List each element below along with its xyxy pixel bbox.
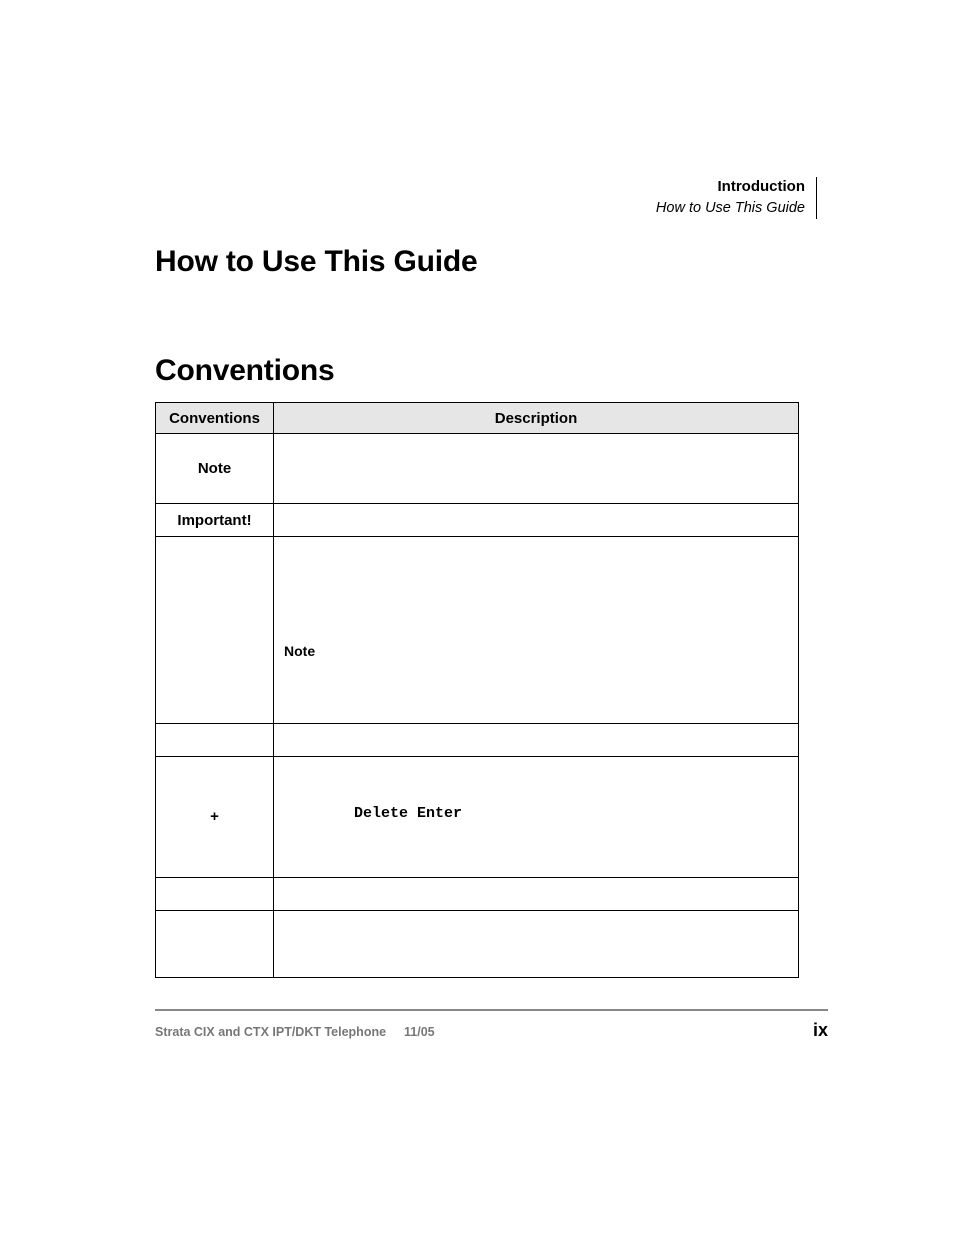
running-head <box>505 177 817 219</box>
table-row <box>156 911 799 978</box>
footer-date: 11/05 <box>404 1025 435 1039</box>
convention-cell: Note <box>156 434 274 504</box>
convention-cell <box>156 878 274 911</box>
footer-book-info <box>155 1025 435 1039</box>
page-title: How to Use This Guide <box>155 245 478 278</box>
header-conventions: Conventions <box>156 403 274 434</box>
footer-book-title: Strata CIX and CTX IPT/DKT Telephone <box>155 1025 387 1039</box>
convention-cell: Important! <box>156 504 274 537</box>
table-row <box>156 434 799 504</box>
description-cell <box>274 878 799 911</box>
running-head-subsection: How to Use This Guide <box>655 200 805 216</box>
table-row <box>156 724 799 757</box>
description-cell <box>274 537 799 724</box>
conventions-table <box>155 402 799 978</box>
description-cell <box>274 911 799 978</box>
footer-rule <box>155 1009 828 1011</box>
table-row <box>156 757 799 878</box>
header-description: Description <box>274 403 799 434</box>
section-title-conventions: Conventions <box>155 354 335 387</box>
running-head-section: Introduction <box>717 178 805 195</box>
table-row <box>156 537 799 724</box>
page-number: ix <box>812 1020 828 1040</box>
table-row <box>156 878 799 911</box>
description-cell <box>274 504 799 537</box>
table-row <box>156 504 799 537</box>
description-cell <box>274 434 799 504</box>
convention-cell <box>156 537 274 724</box>
table-header-row <box>156 403 799 434</box>
convention-cell <box>156 724 274 757</box>
convention-cell: + <box>156 757 274 878</box>
convention-cell <box>156 911 274 978</box>
key-names: Delete Enter <box>354 804 463 822</box>
description-cell <box>274 757 799 878</box>
description-cell <box>274 724 799 757</box>
inline-note-label: Note <box>284 642 316 659</box>
